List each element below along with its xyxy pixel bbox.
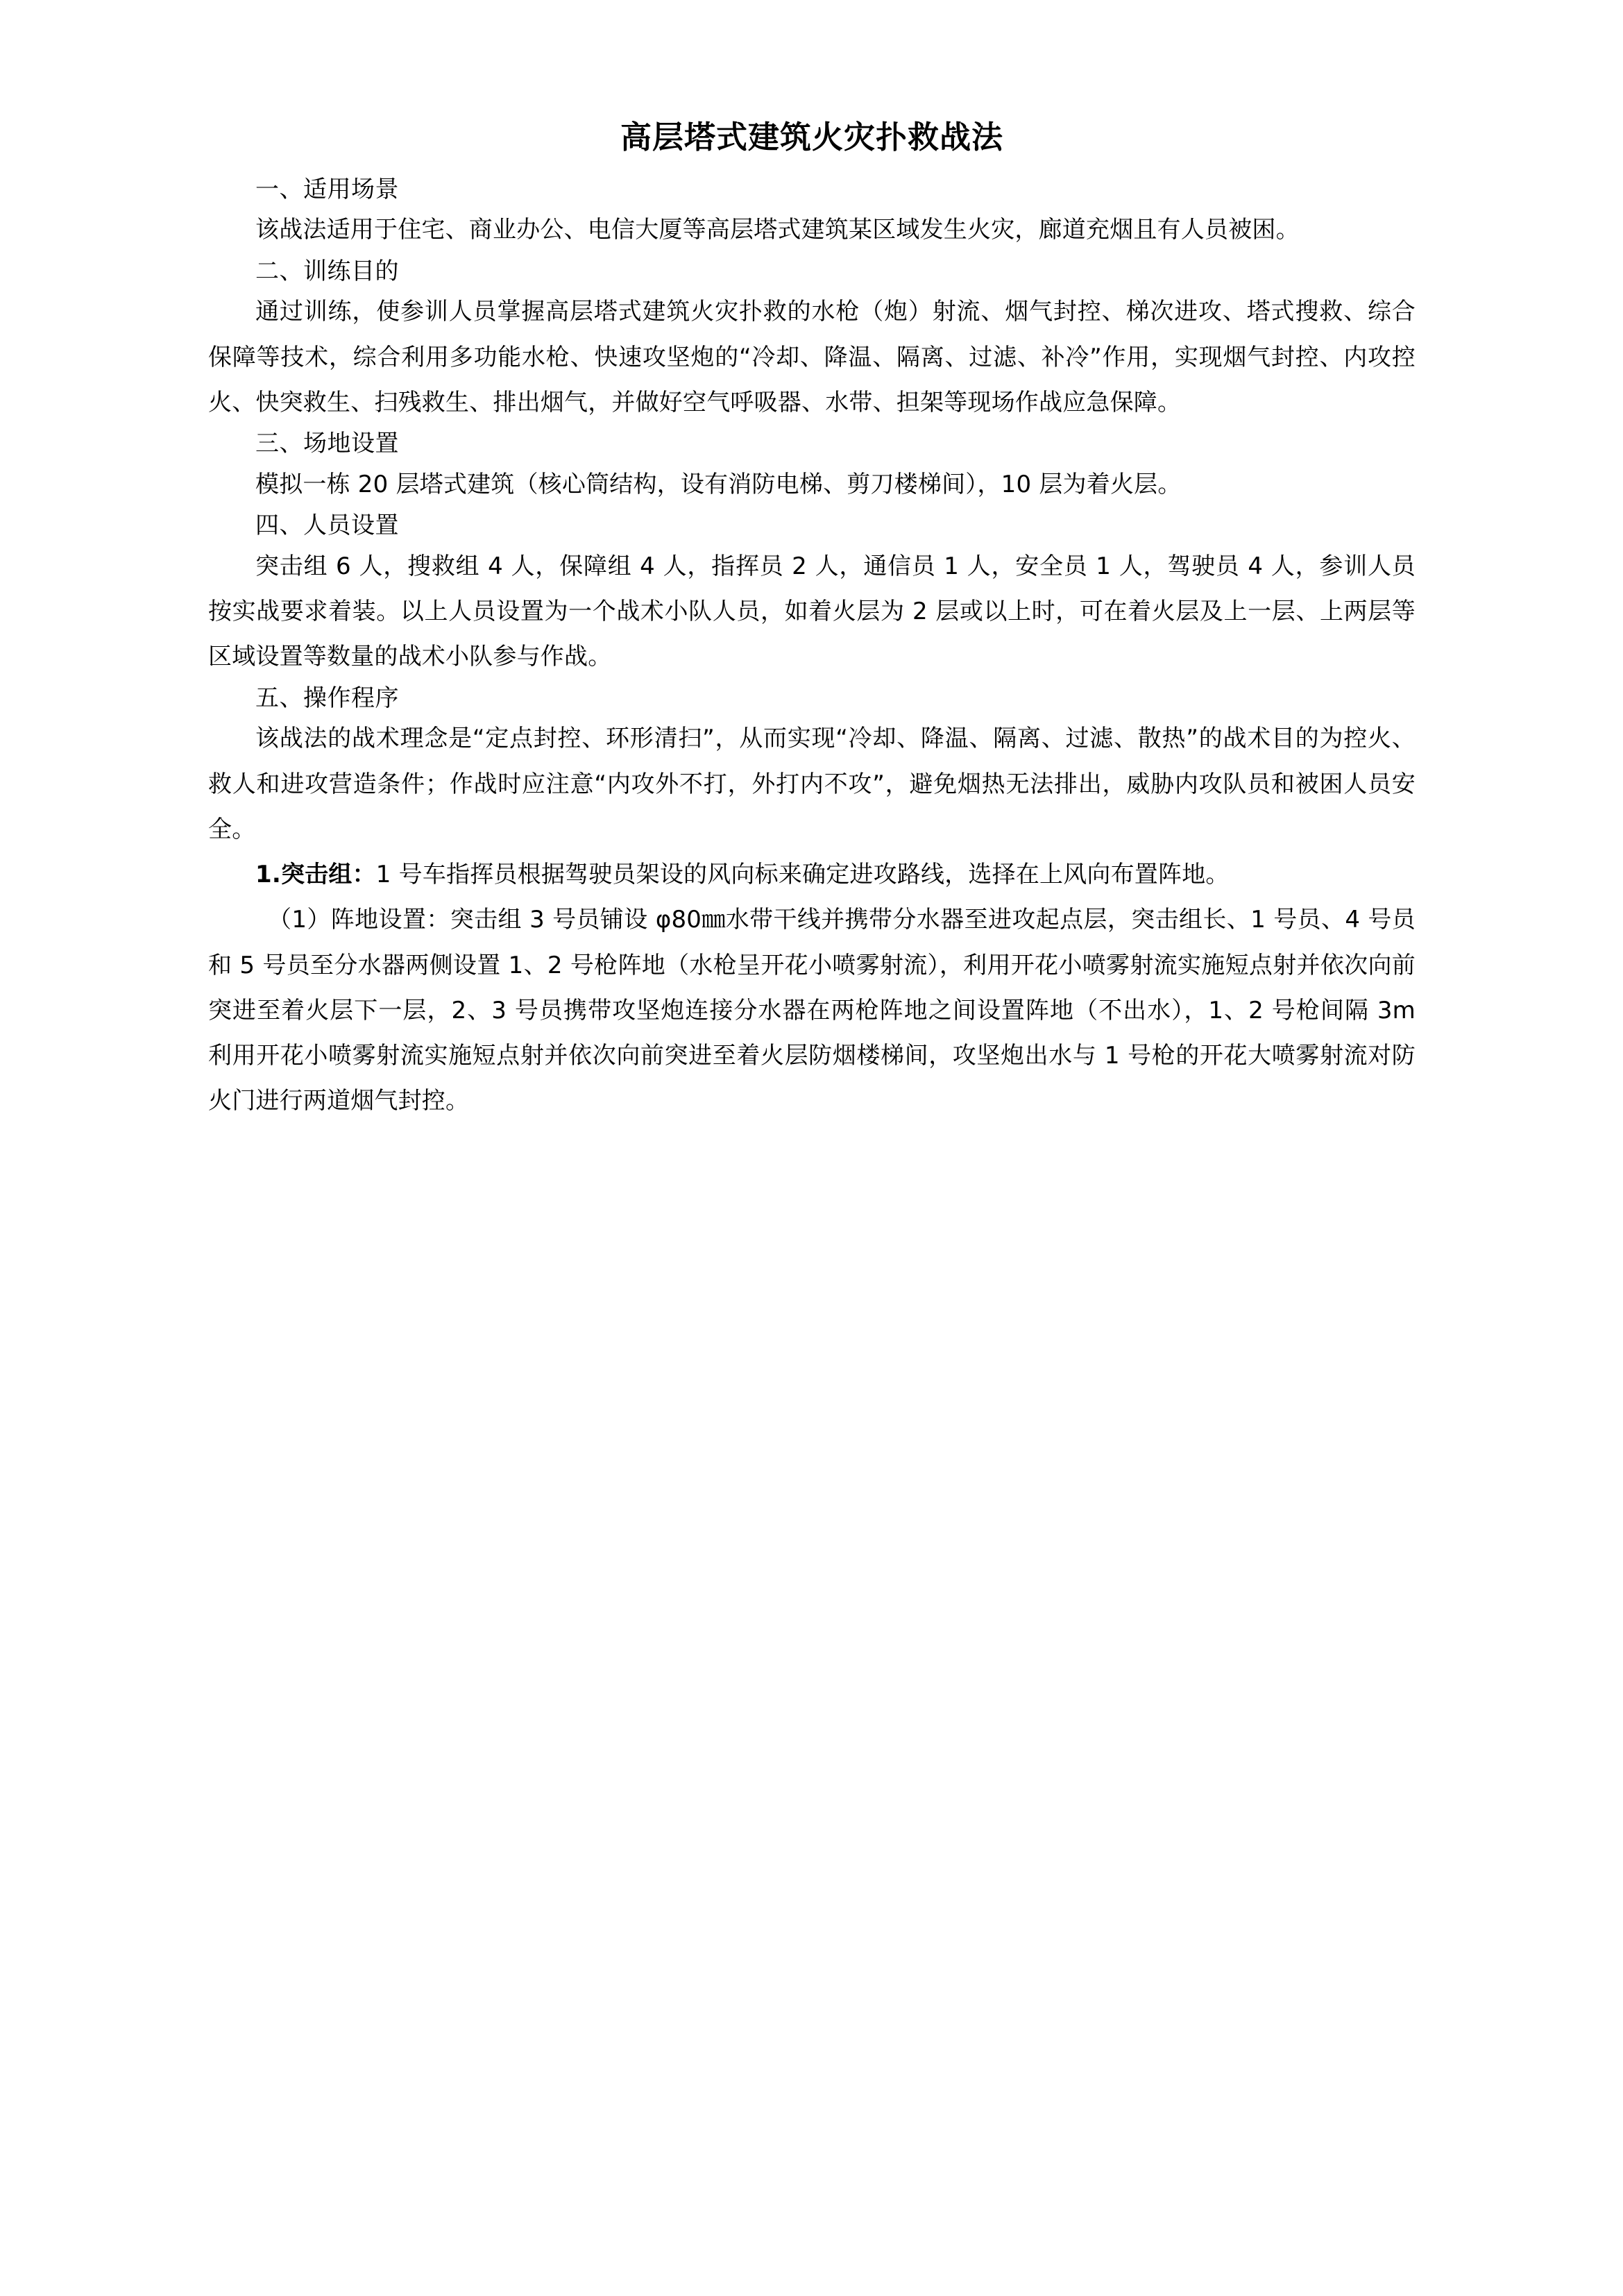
section-heading-site-setup: 三、场地设置 <box>255 430 399 458</box>
section-heading-personnel-setup: 四、人员设置 <box>255 512 399 540</box>
document-body <box>208 0 1416 1124</box>
section-heading-training-purpose: 二、训练目的 <box>255 257 399 285</box>
section-paragraph-training-purpose: 通过训练，使参训人员掌握高层塔式建筑火灾扑救的水枪（炮）射流、烟气封控、梯次进攻、塔式搜救、综合保障等技术，综合利用多功能水枪、快速攻坚炮的“冷却、降温、隔离、过滤、补冷”作用，实现烟气封控、内攻控火、快突救生、扫残救生、排出烟气，并做好空气呼吸器、水带、担架等现场作战应急保障。 <box>208 298 1416 416</box>
item-assault-team <box>208 852 1416 897</box>
page-title: 高层塔式建筑火灾扑救战法 <box>620 119 1003 155</box>
section-heading-applicable-scenario: 一、适用场景 <box>255 175 399 203</box>
section-paragraph-operating-procedure: 该战法的战术理念是“定点封控、环形清扫”，从而实现“冷却、降温、隔离、过滤、散热”的战术目的为控火、救人和进攻营造条件；作战时应注意“内攻外不打，外打内不攻”，避免烟热无法排出，威胁内攻队员和被困人员安全。 <box>208 725 1416 843</box>
section-paragraph-personnel-setup: 突击组 6 人，搜救组 4 人，保障组 4 人，指挥员 2 人，通信员 1 人，安全员 1 人，驾驶员 4 人，参训人员按实战要求着装。以上人员设置为一个战术小队人员，如着火层为 2 层或以上时，可在着火层及上一层、上两层等区域设置等数量的战术小队参与作战。 <box>208 552 1416 671</box>
subitem-position-setup: （1）阵地设置：突击组 3 号员铺设 φ80㎜水带干线并携带分水器至进攻起点层，突击组长、1 号员、4 号员和 5 号员至分水器两侧设置 1、2 号枪阵地（水枪呈开花小喷雾射流），利用开花小喷雾射流实施短点射并依次向前突进至着火层下一层，2、3 号员携带攻坚炮连接分水器在两枪阵地之间设置阵地（不出水），1、2 号枪间隔 3m 利用开花小喷雾射流实施短点射并依次向前突进至着火层防烟楼梯间，攻坚炮出水与 1 号枪的开花大喷雾射流对防火门进行两道烟气封控。 <box>208 906 1416 1115</box>
item-assault-team-body: 1 号车指挥员根据驾驶员架设的风向标来确定进攻路线，选择在上风向布置阵地。 <box>375 861 1230 889</box>
section-paragraph-applicable-scenario: 该战法适用于住宅、商业办公、电信大厦等高层塔式建筑某区域发生火灾，廊道充烟且有人员被困。 <box>255 216 1300 244</box>
section-paragraph-site-setup: 模拟一栋 20 层塔式建筑（核心筒结构，设有消防电梯、剪刀楼梯间），10 层为着火层。 <box>255 470 1182 498</box>
item-assault-team-label: 1.突击组： <box>255 861 376 889</box>
section-heading-operating-procedure: 五、操作程序 <box>255 684 399 712</box>
